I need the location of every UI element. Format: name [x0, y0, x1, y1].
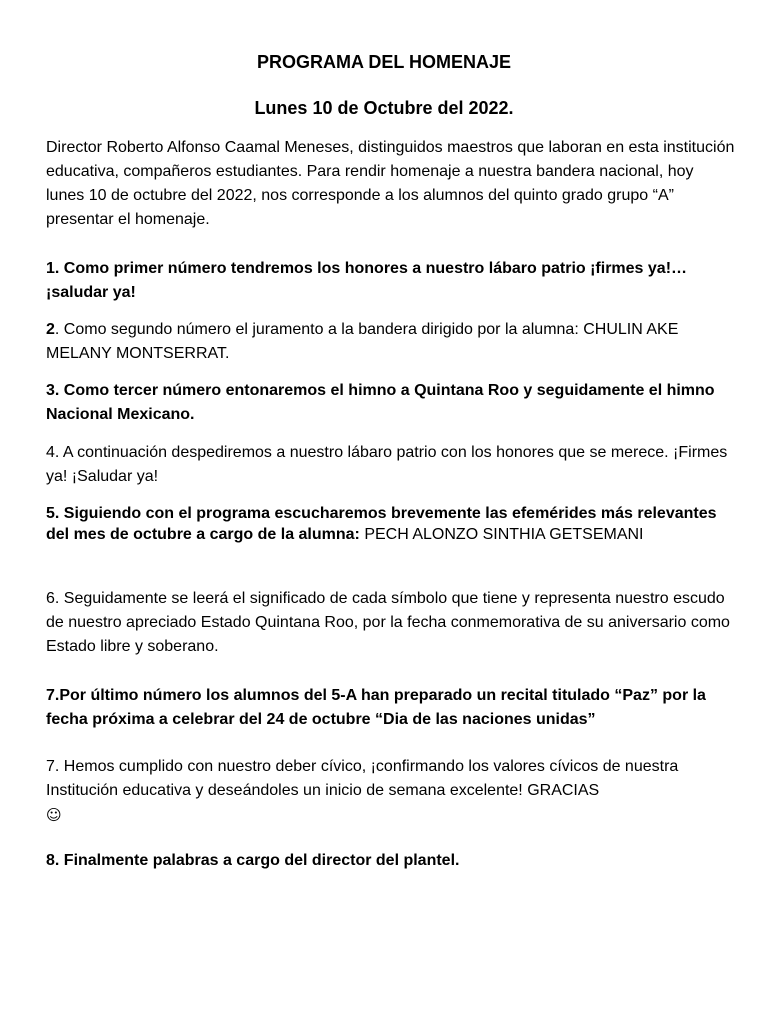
- document-title: PROGRAMA DEL HOMENAJE: [256, 52, 512, 72]
- program-item-2-number: 2: [46, 321, 55, 338]
- program-item-2: [46, 318, 736, 366]
- intro-paragraph: Director Roberto Alfonso Caamal Meneses, distinguidos maestros que laboran en esta institución educativa, compañeros estudiantes. Para rendir homenaje a nuestra bandera nacional, hoy lunes 10 de octubre del 2022, nos corresponde a los alumnos del quinto grado grupo “A” presentar el homenaje.: [46, 139, 735, 228]
- program-item-3: 3. Como tercer número entonaremos el himno a Quintana Roo y seguidamente el himno Nacional Mexicano.: [46, 382, 715, 423]
- program-item-7-closing: [46, 755, 736, 828]
- program-item-5-text: 5. Siguiendo con el programa escucharemos brevemente las efemérides más relevantes del mes de octubre a cargo de la alumna:: [46, 505, 717, 543]
- program-item-7-recital: 7.Por último número los alumnos del 5-A han preparado un recital titulado “Paz” por la fecha próxima a celebrar del 24 de octubre “Dia de las naciones unidas”: [46, 687, 706, 728]
- program-item-8: 8. Finalmente palabras a cargo del director del plantel.: [46, 852, 460, 869]
- program-item-2-text: . Como segundo número el juramento a la bandera dirigido por la alumna: CHULIN AKE MELANY MONTSERRAT.: [46, 321, 679, 362]
- program-item-7-closing-text: 7. Hemos cumplido con nuestro deber cívico, ¡confirmando los valores cívicos de nuestra Institución educativa y deseándoles un inicio de semana excelente! GRACIAS: [46, 758, 679, 799]
- program-item-6: 6. Seguidamente se leerá el significado de cada símbolo que tiene y representa nuestro escudo de nuestro apreciado Estado Quintana Roo, por la fecha conmemorativa de su aniversario como Estado libre y soberano.: [46, 590, 730, 655]
- program-item-5: [46, 503, 736, 545]
- program-item-5-student-name: PECH ALONZO SINTHIA GETSEMANI: [364, 526, 644, 543]
- smiley-icon: ☺: [46, 806, 62, 824]
- document-date: Lunes 10 de Octubre del 2022.: [254, 98, 514, 118]
- program-item-1: 1. Como primer número tendremos los honores a nuestro lábaro patrio ¡firmes ya!… ¡saludar ya!: [46, 260, 688, 301]
- program-item-4: 4. A continuación despediremos a nuestro lábaro patrio con los honores que se merece. ¡Firmes ya! ¡Saludar ya!: [46, 444, 728, 485]
